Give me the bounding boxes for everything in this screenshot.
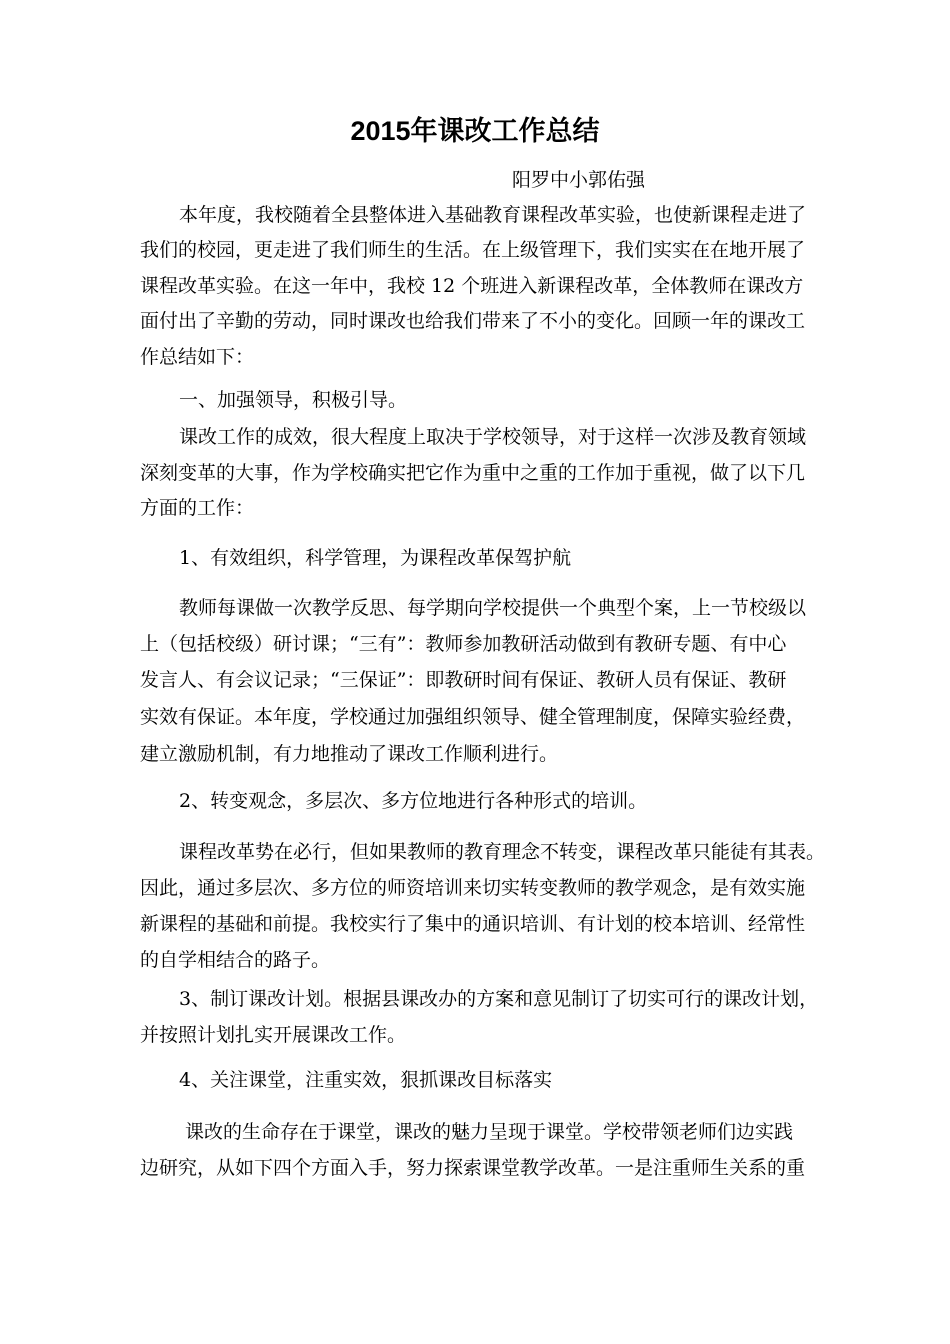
paragraph-line: 新课程的基础和前提。我校实行了集中的通识培训、有计划的校本培训、经常性 — [140, 913, 806, 935]
paragraph-line: 深刻变革的大事，作为学校确实把它作为重中之重的工作加于重视，做了以下几 — [140, 462, 806, 484]
paragraph-line: 方面的工作： — [140, 497, 255, 519]
paragraph-line: 课改的生命存在于课堂，课改的魅力呈现于课堂。学校带领老师们边实践 — [185, 1121, 794, 1143]
paragraph-line: 面付出了辛勤的劳动，同时课改也给我们带来了不小的变化。回顾一年的课改工 — [140, 310, 806, 332]
title-text: 年课改工作总结 — [410, 116, 600, 147]
paragraph-line: 我们的校园，更走进了我们师生的生活。在上级管理下，我们实实在在地开展了 — [140, 239, 806, 261]
paragraph-line: 作总结如下： — [140, 346, 255, 368]
subsection-heading: 4、关注课堂，注重实效，狠抓课改目标落实 — [179, 1069, 553, 1091]
paragraph-line: 课程改革势在必行，但如果教师的教育理念不转变，课程改革只能徒有其表。 — [179, 841, 826, 863]
subsection-heading: 1、有效组织，科学管理，为课程改革保驾护航 — [179, 547, 572, 569]
paragraph-line: 的自学相结合的路子。 — [140, 949, 331, 971]
paragraph-line: 因此，通过多层次、多方位的师资培训来切实转变教师的教学观念，是有效实施 — [140, 877, 806, 899]
subsection-heading: 2、转变观念，多层次、多方位地进行各种形式的培训。 — [179, 790, 648, 812]
paragraph-line: 上（包括校级）研讨课；“三有”：教师参加教研活动做到有教研专题、有中心 — [140, 633, 787, 655]
subsection-heading: 3、制订课改计划。根据县课改办的方案和意见制订了切实可行的课改计划， — [179, 988, 819, 1010]
paragraph-line: 建立激励机制，有力地推动了课改工作顺利进行。 — [140, 743, 559, 765]
author-line: 阳罗中小郭佑强 — [512, 169, 646, 191]
paragraph-line: 边研究，从如下四个方面入手，努力探索课堂教学改革。一是注重师生关系的重 — [140, 1157, 806, 1179]
document-title — [0, 112, 950, 151]
paragraph-line: 发言人、有会议记录；“三保证”：即教研时间有保证、教研人员有保证、教研 — [140, 669, 787, 691]
paragraph-line: 课程改革实验。在这一年中，我校 12 个班进入新课程改革，全体教师在课改方 — [140, 275, 804, 297]
paragraph-line: 并按照计划扎实开展课改工作。 — [140, 1024, 407, 1046]
paragraph-line: 本年度，我校随着全县整体进入基础教育课程改革实验，也使新课程走进了 — [179, 204, 807, 226]
section-heading: 一、加强领导，积极引导。 — [179, 389, 408, 411]
title-year: 2015 — [350, 116, 411, 146]
paragraph-line: 教师每课做一次教学反思、每学期向学校提供一个典型个案，上一节校级以 — [179, 597, 807, 619]
paragraph-line: 实效有保证。本年度，学校通过加强组织领导、健全管理制度，保障实验经费， — [140, 706, 806, 728]
paragraph-line: 课改工作的成效，很大程度上取决于学校领导，对于这样一次涉及教育领域 — [179, 426, 807, 448]
